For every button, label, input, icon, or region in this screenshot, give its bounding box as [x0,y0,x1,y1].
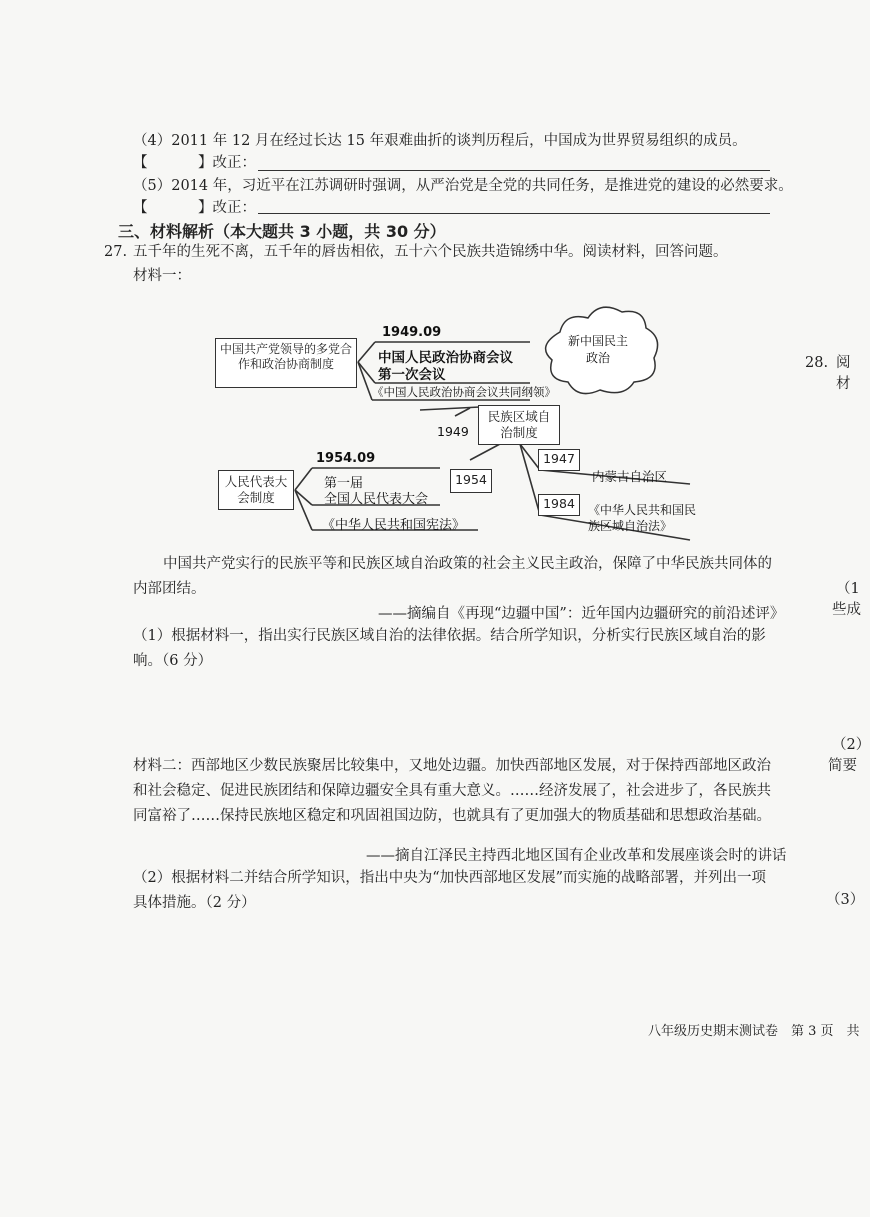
right-fragment-6: 简要 [828,758,857,774]
material-1-label: 材料一： [133,268,191,284]
constitution: 《中华人民共和国宪法》 [322,518,466,533]
year-1984-box: 1984 [538,494,580,516]
date-1949-09: 1949.09 [382,325,442,340]
page-footer: 八年级历史期末测试卷 第 3 页 共 [648,1024,860,1039]
q28-number: 28. [805,355,829,371]
common-program: 《中国人民政治协商会议共同纲领》 [372,385,556,399]
new-china-democracy-cloud: 新中国民主政治 [568,334,629,365]
q27-intro: 五千年的生死不离，五千年的唇齿相依，五十六个民族共造锦绣中华。阅读材料，回答问题。 [133,244,728,260]
item-5-bracket-close: 】改正： [198,200,256,216]
cppcc-first-session: 中国人民政治协商会议 [378,350,513,366]
quote-1-source: ——摘编自《再现“边疆中国”：近年国内边疆研究的前沿述评》 [378,606,785,622]
item-4-bracket-open: 【 [133,155,148,171]
item-5-text: （5）2014 年，习近平在江苏调研时强调，从严治党是全党的共同任务，是推进党的建设的必然要求。 [133,178,793,194]
year-1949: 1949 [437,424,469,439]
year-1954-box: 1954 [450,469,492,493]
q27-number: 27. [104,244,128,260]
right-fragment-7: （3） [826,892,865,908]
right-fragment-3: （1 [836,581,860,597]
material-2-source: ——摘自江泽民主持西北地区国有企业改革和发展座谈会时的讲话 [366,848,787,864]
item-5-bracket-open: 【 [133,200,148,216]
box-multi-party-cooperation: 中国共产党领导的多党合作和政治协商制度 [215,338,357,388]
box-peoples-congress: 人民代表大会制度 [218,470,294,510]
right-fragment-1: 阅 [836,355,851,371]
right-fragment-5: （2） [832,737,870,753]
item-4-bracket-close: 】改正： [198,155,256,171]
material-2: 材料二：西部地区少数民族聚居比较集中，又地处边疆。加快西部地区发展，对于保持西部地区政治和社会稳定、促进民族团结和保障边疆安全具有重大意义。……经济发展了，社会进步了，各民族共同富裕了……保持民族地区稳定和巩固祖国边防，也就具有了更加强大的物质基础和思想政治基础。 [133,758,771,824]
quote-1: 中国共产党实行的民族平等和民族区域自治政策的社会主义民主政治，保障了中华民族共同体的内部团结。 [133,556,772,597]
date-1954-09: 1954.09 [316,451,376,466]
box-regional-autonomy: 民族区域自治制度 [478,405,560,445]
year-1947-box: 1947 [538,449,580,471]
question-27-2: （2）根据材料二并结合所学知识，指出中央为“加快西部地区发展”而实施的战略部署，并列出一项具体措施。（2 分） [133,870,767,911]
right-fragment-2: 材 [836,376,851,392]
diagram-connector-lines [0,0,860,600]
autonomy-law: 《中华人民共和国民族区域自治法》 [588,503,697,533]
npc-first-2: 全国人民代表大会 [324,492,429,507]
section-3-title: 三、材料解析（本大题共 3 小题，共 30 分） [118,222,446,241]
question-27-1: （1）根据材料一，指出实行民族区域自治的法律依据。结合所学知识，分析实行民族区域自治的影响。（6 分） [133,628,766,669]
cppcc-first-session-2: 第一次会议 [378,367,446,383]
right-fragment-4: 些成 [832,602,861,618]
item-4-text: （4）2011 年 12 月在经过长达 15 年艰难曲折的谈判历程后，中国成为世界贸易组织的成员。 [133,133,747,149]
inner-mongolia: 内蒙古自治区 [592,469,668,484]
npc-first: 第一届 [324,476,364,491]
